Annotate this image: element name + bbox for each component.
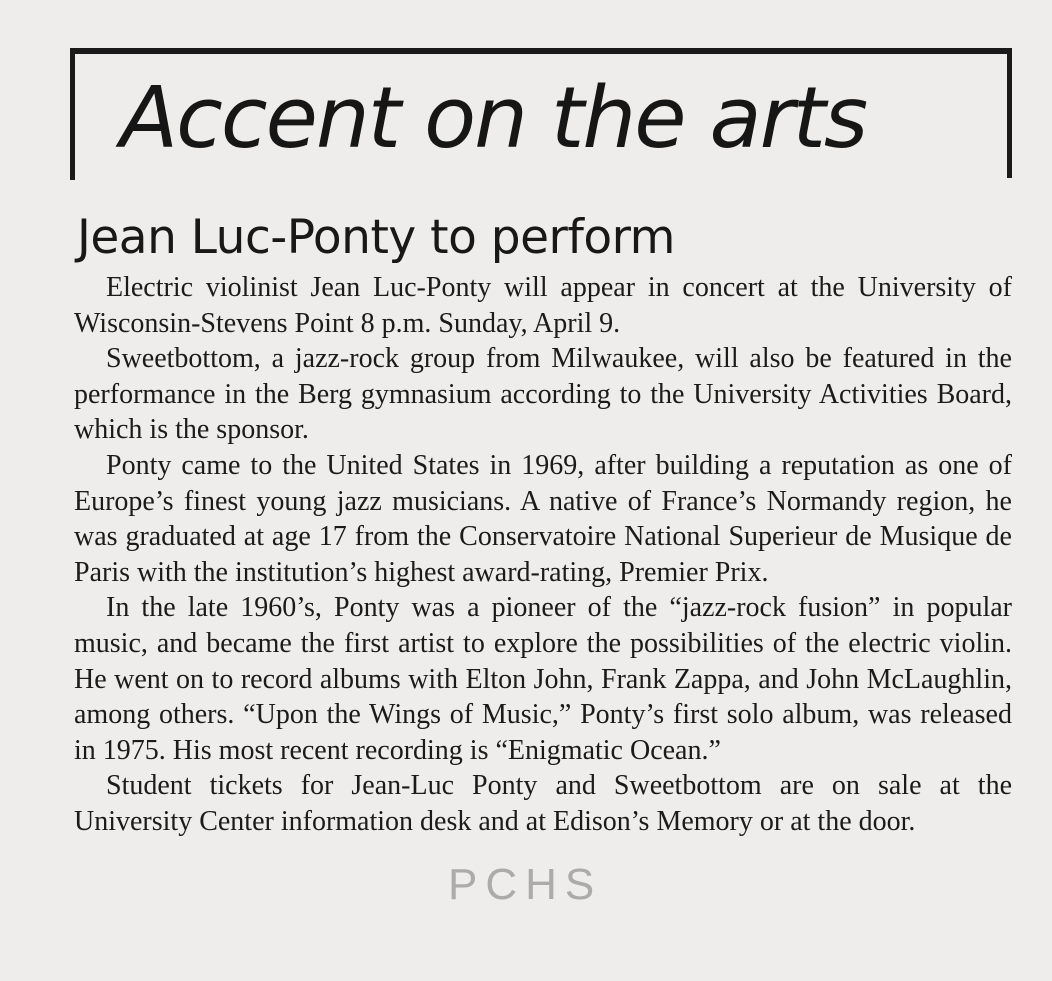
masthead-top-rule [70,48,1010,54]
watermark: PCHS [448,860,603,909]
section-masthead [70,48,1012,180]
section-title: Accent on the arts [120,69,867,168]
masthead-right-rule [1007,48,1012,178]
article-paragraph: Ponty came to the United States in 1969, after building a reputation as one of Europe’s finest young jazz musicians. A native of France’s Normandy region, he was graduated at age 17 from the Conservatoire National Superieur de Musique de Paris with the institution’s highest award-rating, Premier Prix. [74,449,1012,588]
article-body [74,270,1012,840]
masthead-left-rule [70,48,75,180]
article-paragraph: Student tickets for Jean-Luc Ponty and Sweetbottom are on sale at the University Center information desk and at Edison’s Memory or at the door. [74,770,1012,837]
article-paragraph: Electric violinist Jean Luc-Ponty will appear in concert at the University of Wisconsin-Stevens Point 8 p.m. Sunday, April 9. [74,272,1012,339]
article-headline: Jean Luc-Ponty to perform [77,210,675,265]
article-paragraph: In the late 1960’s, Ponty was a pioneer of the “jazz-rock fusion” in popular music, and became the first artist to explore the possibilities of the electric violin. He went on to record albums with Elton John, Frank Zappa, and John McLaughlin, among others. “Upon the Wings of Music,” Ponty’s first solo album, was released in 1975. His most recent recording is “Enigmatic Ocean.” [74,592,1012,766]
article-paragraph: Sweetbottom, a jazz-rock group from Milwaukee, will also be featured in the performance in the Berg gymnasium according to the University Activities Board, which is the sponsor. [74,343,1012,446]
